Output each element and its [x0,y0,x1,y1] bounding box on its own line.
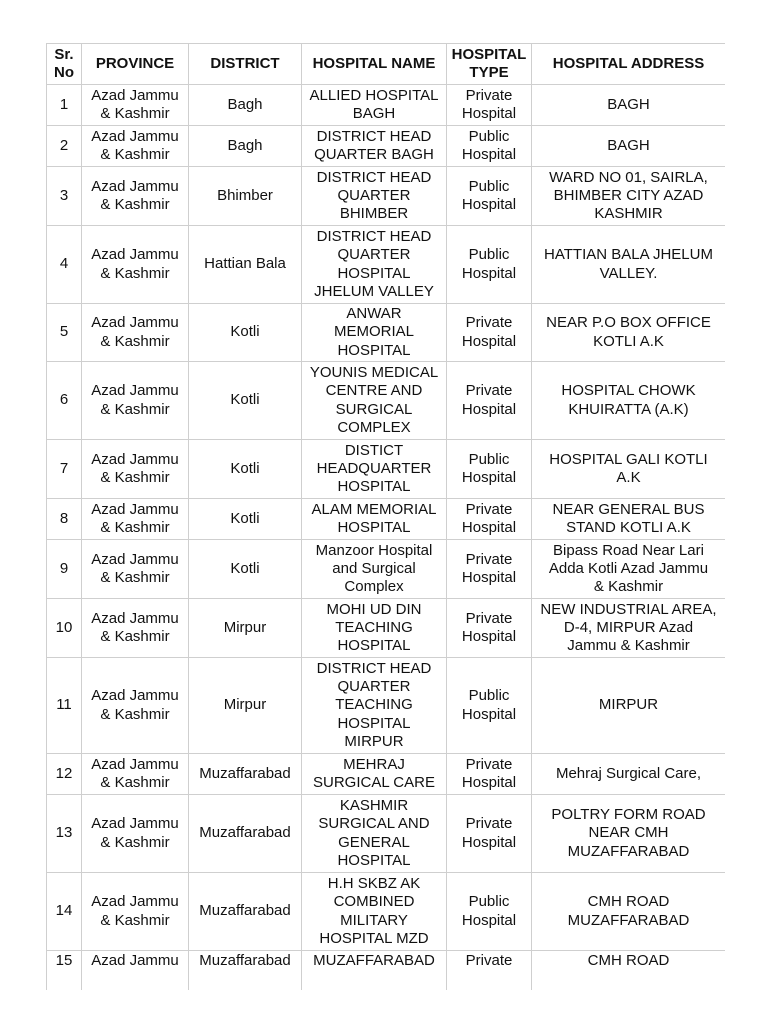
hospital-address-cell: Bipass Road Near Lari Adda Kotli Azad Jammu & Kashmir [532,540,726,599]
hospital-type-cell: Private Hospital [447,304,532,362]
district-cell: Kotli [189,499,302,540]
district-cell: Muzaffarabad [189,754,302,795]
hospital-table [46,43,725,990]
table-row [47,167,726,226]
sr-no-cell: 2 [47,126,82,167]
hospital-name-cell: KASHMIR SURGICAL AND GENERAL HOSPITAL [302,795,447,873]
district-cell: Muzaffarabad [189,951,302,991]
hospital-type-cell: Public Hospital [447,126,532,167]
hospital-name-cell: DISTRICT HEAD QUARTER TEACHING HOSPITAL MIRPUR [302,658,447,754]
hospital-name-cell: ALLIED HOSPITAL BAGH [302,85,447,126]
table-row [47,126,726,167]
table-row [47,85,726,126]
header-hospital-name: HOSPITAL NAME [302,44,447,85]
table-row [47,658,726,754]
province-cell: Azad Jammu & Kashmir [82,658,189,754]
province-cell: Azad Jammu & Kashmir [82,873,189,951]
hospital-type-cell: Private [447,951,532,991]
hospital-type-cell: Public Hospital [447,658,532,754]
sr-no-cell: 4 [47,226,82,304]
hospital-name-cell: DISTICT HEADQUARTER HOSPITAL [302,440,447,499]
province-cell: Azad Jammu & Kashmir [82,226,189,304]
sr-no-cell: 5 [47,304,82,362]
hospital-name-cell: MEHRAJ SURGICAL CARE [302,754,447,795]
sr-no-cell: 3 [47,167,82,226]
hospital-name-cell: ANWAR MEMORIAL HOSPITAL [302,304,447,362]
hospital-table-container [46,43,725,990]
header-province: PROVINCE [82,44,189,85]
province-cell: Azad Jammu & Kashmir [82,167,189,226]
sr-no-cell: 13 [47,795,82,873]
hospital-type-cell: Private Hospital [447,795,532,873]
sr-no-cell: 11 [47,658,82,754]
district-cell: Mirpur [189,658,302,754]
province-cell: Azad Jammu & Kashmir [82,795,189,873]
table-row [47,226,726,304]
hospital-name-cell: YOUNIS MEDICAL CENTRE AND SURGICAL COMPLEX [302,362,447,440]
hospital-address-cell: MIRPUR [532,658,726,754]
district-cell: Kotli [189,440,302,499]
hospital-address-cell: BAGH [532,85,726,126]
hospital-address-cell: NEAR GENERAL BUS STAND KOTLI A.K [532,499,726,540]
hospital-address-cell: POLTRY FORM ROAD NEAR CMH MUZAFFARABAD [532,795,726,873]
sr-no-cell: 9 [47,540,82,599]
header-hospital-address: HOSPITAL ADDRESS [532,44,726,85]
table-row [47,599,726,658]
table-row [47,873,726,951]
district-cell: Mirpur [189,599,302,658]
hospital-name-cell: DISTRICT HEAD QUARTER BHIMBER [302,167,447,226]
hospital-type-cell: Public Hospital [447,873,532,951]
hospital-address-cell: BAGH [532,126,726,167]
district-cell: Muzaffarabad [189,873,302,951]
table-header-row [47,44,726,85]
table-row [47,304,726,362]
province-cell: Azad Jammu & Kashmir [82,126,189,167]
table-row [47,540,726,599]
province-cell: Azad Jammu [82,951,189,991]
hospital-name-cell: DISTRICT HEAD QUARTER HOSPITAL JHELUM VALLEY [302,226,447,304]
province-cell: Azad Jammu & Kashmir [82,304,189,362]
header-sr-no: Sr. No [47,44,82,85]
district-cell: Kotli [189,304,302,362]
district-cell: Bagh [189,126,302,167]
sr-no-cell: 7 [47,440,82,499]
table-row [47,754,726,795]
hospital-address-cell: CMH ROAD MUZAFFARABAD [532,873,726,951]
hospital-name-cell: H.H SKBZ AK COMBINED MILITARY HOSPITAL MZD [302,873,447,951]
header-district: DISTRICT [189,44,302,85]
hospital-type-cell: Public Hospital [447,440,532,499]
hospital-type-cell: Public Hospital [447,167,532,226]
sr-no-cell: 14 [47,873,82,951]
district-cell: Kotli [189,362,302,440]
header-hospital-type: HOSPITAL TYPE [447,44,532,85]
province-cell: Azad Jammu & Kashmir [82,85,189,126]
hospital-type-cell: Public Hospital [447,226,532,304]
table-row [47,795,726,873]
sr-no-cell: 12 [47,754,82,795]
hospital-address-cell: HOSPITAL CHOWK KHUIRATTA (A.K) [532,362,726,440]
district-cell: Bhimber [189,167,302,226]
hospital-type-cell: Private Hospital [447,599,532,658]
district-cell: Hattian Bala [189,226,302,304]
province-cell: Azad Jammu & Kashmir [82,754,189,795]
province-cell: Azad Jammu & Kashmir [82,440,189,499]
hospital-name-cell: Manzoor Hospital and Surgical Complex [302,540,447,599]
hospital-name-cell: MUZAFFARABAD [302,951,447,991]
hospital-type-cell: Private Hospital [447,540,532,599]
hospital-address-cell: Mehraj Surgical Care, [532,754,726,795]
table-row [47,951,726,991]
hospital-name-cell: ALAM MEMORIAL HOSPITAL [302,499,447,540]
table-row [47,499,726,540]
hospital-type-cell: Private Hospital [447,754,532,795]
district-cell: Bagh [189,85,302,126]
hospital-type-cell: Private Hospital [447,85,532,126]
hospital-address-cell: HATTIAN BALA JHELUM VALLEY. [532,226,726,304]
sr-no-cell: 15 [47,951,82,991]
sr-no-cell: 6 [47,362,82,440]
district-cell: Kotli [189,540,302,599]
hospital-address-cell: CMH ROAD [532,951,726,991]
sr-no-cell: 1 [47,85,82,126]
hospital-address-cell: WARD NO 01, SAIRLA, BHIMBER CITY AZAD KASHMIR [532,167,726,226]
hospital-type-cell: Private Hospital [447,362,532,440]
table-row [47,362,726,440]
hospital-address-cell: HOSPITAL GALI KOTLI A.K [532,440,726,499]
district-cell: Muzaffarabad [189,795,302,873]
sr-no-cell: 8 [47,499,82,540]
table-body [47,85,726,991]
hospital-name-cell: DISTRICT HEAD QUARTER BAGH [302,126,447,167]
table-row [47,440,726,499]
hospital-type-cell: Private Hospital [447,499,532,540]
hospital-address-cell: NEW INDUSTRIAL AREA, D-4, MIRPUR Azad Jammu & Kashmir [532,599,726,658]
province-cell: Azad Jammu & Kashmir [82,599,189,658]
sr-no-cell: 10 [47,599,82,658]
province-cell: Azad Jammu & Kashmir [82,362,189,440]
province-cell: Azad Jammu & Kashmir [82,499,189,540]
province-cell: Azad Jammu & Kashmir [82,540,189,599]
hospital-name-cell: MOHI UD DIN TEACHING HOSPITAL [302,599,447,658]
hospital-address-cell: NEAR P.O BOX OFFICE KOTLI A.K [532,304,726,362]
